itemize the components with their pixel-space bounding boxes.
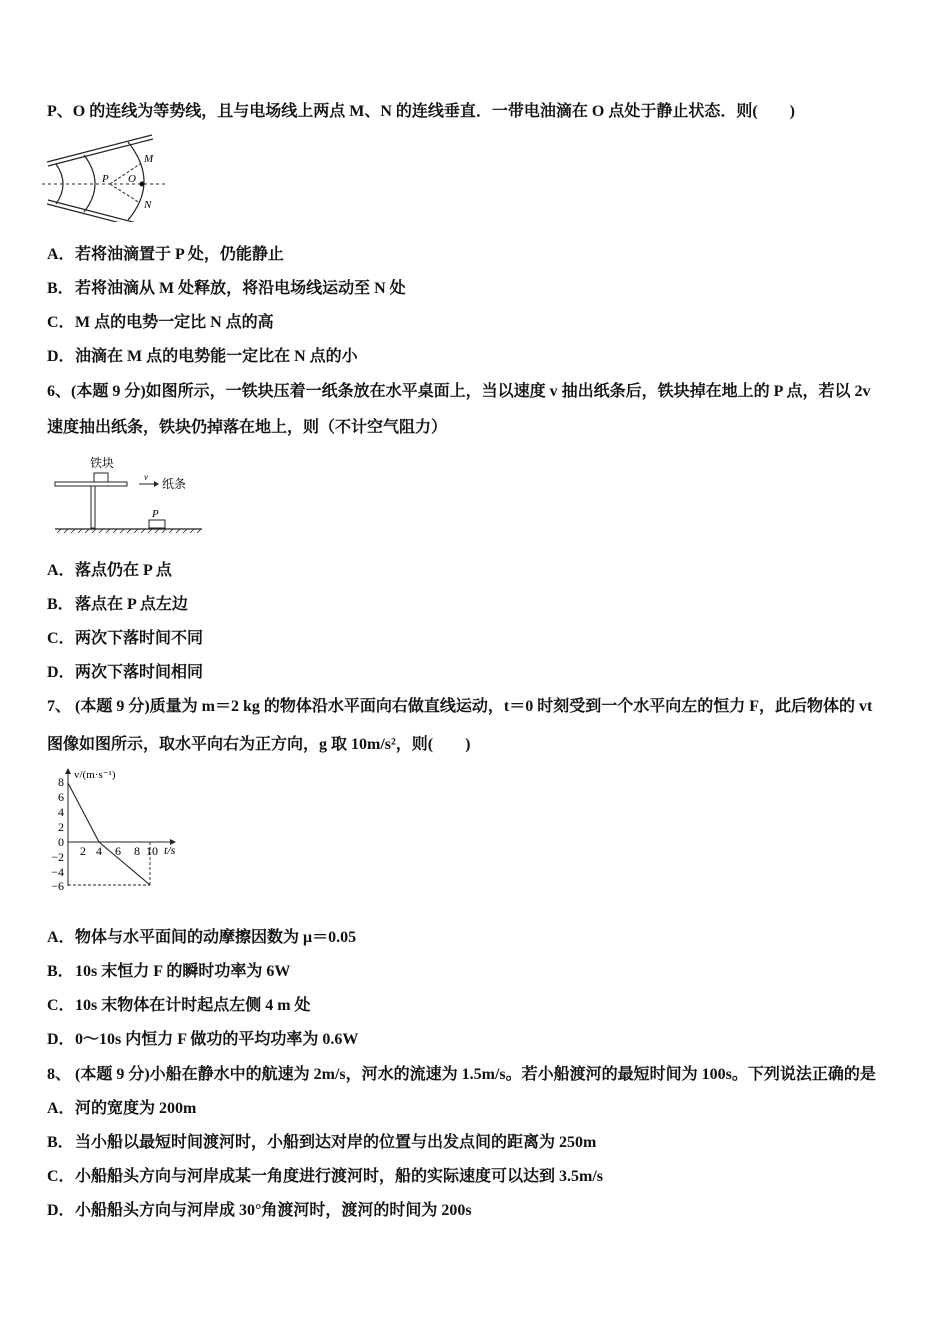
point-p-label: P — [152, 508, 159, 520]
svg-text:4: 4 — [96, 844, 102, 858]
x-axis-label: t/s — [164, 843, 176, 857]
q6-stem-line2: 速度抽出纸条，铁块仍掉落在地上，则（不计空气阻力） — [47, 419, 448, 436]
q5-field-diagram — [42, 132, 172, 222]
label-p: P — [102, 173, 109, 185]
svg-text:10: 10 — [146, 844, 158, 858]
q7-stem-line1: 7、 (本题 9 分)质量为 m＝2 kg 的物体沿水平面向右做直线运动，t＝0 时刻受到一个水平向左的恒力 F，此后物体的 vt — [47, 698, 873, 715]
svg-text:−6: −6 — [51, 879, 64, 891]
svg-text:6: 6 — [58, 790, 64, 804]
q8-option-b[interactable]: B．当小船以最短时间渡河时，小船到达对岸的位置与出发点间的距离为 250m — [47, 1134, 597, 1151]
q8-option-d[interactable]: D．小船船头方向与河岸成 30°角渡河时，渡河的时间为 200s — [47, 1202, 472, 1219]
q7-option-d[interactable]: D．0～10s 内恒力 F 做功的平均功率为 0.6W — [47, 1031, 359, 1048]
svg-text:6: 6 — [115, 844, 121, 858]
q5-stem: P、O 的连线为等势线，且与电场线上两点 M、N 的连线垂直．一带电油滴在 O 点处于静止状态．则( ) — [47, 103, 795, 120]
q6-table-diagram — [52, 455, 207, 535]
q7-option-a[interactable]: A．物体与水平面间的动摩擦因数为 μ＝0.05 — [47, 929, 357, 946]
q5-option-a[interactable]: A．若将油滴置于 P 处，仍能静止 — [47, 246, 284, 263]
q7-option-c[interactable]: C．10s 末物体在计时起点左侧 4 m 处 — [47, 997, 311, 1014]
svg-text:2: 2 — [58, 820, 64, 834]
q6-option-a[interactable]: A．落点仍在 P 点 — [47, 562, 172, 579]
label-o: O — [128, 173, 136, 185]
svg-text:−4: −4 — [51, 865, 64, 879]
svg-text:8: 8 — [134, 844, 140, 858]
q8-option-c[interactable]: C．小船船头方向与河岸成某一角度进行渡河时，船的实际速度可以达到 3.5m/s — [47, 1168, 604, 1185]
q7-vt-chart — [42, 766, 192, 891]
q5-option-b[interactable]: B．若将油滴从 M 处释放，将沿电场线运动至 N 处 — [47, 280, 406, 297]
q7-option-b[interactable]: B．10s 末恒力 F 的瞬时功率为 6W — [47, 963, 291, 980]
svg-text:−2: −2 — [51, 850, 64, 864]
q8-stem: 8、 (本题 9 分)小船在静水中的航速为 2m/s，河水的流速为 1.5m/s。若小船渡河的最短时间为 100s。下列说法正确的是 — [47, 1066, 876, 1083]
q5-option-d[interactable]: D．油滴在 M 点的电势能一定比在 N 点的小 — [47, 348, 358, 365]
vt-series-line — [68, 783, 150, 885]
label-m: M — [144, 153, 154, 165]
q5-option-c[interactable]: C．M 点的电势一定比 N 点的高 — [47, 314, 274, 331]
q6-option-c[interactable]: C．两次下落时间不同 — [47, 630, 204, 647]
velocity-label: v — [144, 472, 148, 482]
q6-stem-line1: 6、(本题 9 分)如图所示，一铁块压着一纸条放在水平桌面上，当以速度 v 抽出纸条后，铁块掉在地上的 P 点，若以 2v — [47, 383, 871, 400]
q6-option-d[interactable]: D．两次下落时间相同 — [47, 664, 204, 681]
block-label: 铁块 — [90, 456, 115, 470]
strip-label: 纸条 — [162, 477, 187, 491]
svg-text:8: 8 — [58, 775, 64, 789]
svg-text:0: 0 — [58, 835, 64, 849]
label-n: N — [144, 199, 152, 211]
svg-text:4: 4 — [58, 805, 64, 819]
q6-option-b[interactable]: B．落点在 P 点左边 — [47, 596, 188, 613]
q7-stem-line2: 图像如图所示，取水平向右为正方向，g 取 10m/s²，则( ) — [47, 736, 471, 753]
q8-option-a[interactable]: A．河的宽度为 200m — [47, 1100, 197, 1117]
y-axis-label: v/(m·s⁻¹) — [74, 769, 116, 781]
svg-text:2: 2 — [80, 844, 86, 858]
